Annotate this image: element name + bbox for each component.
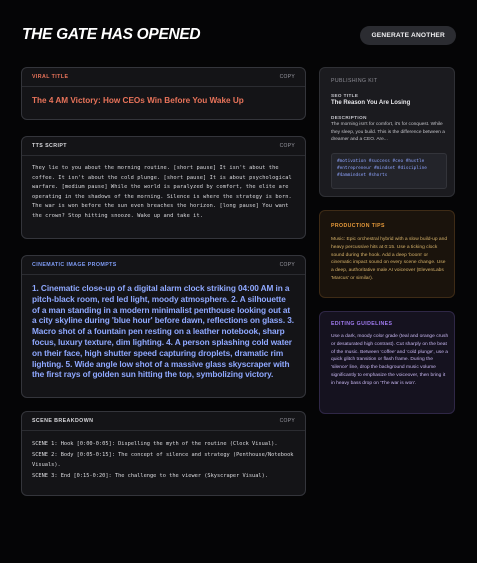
list-item: SCENE 2: Body [0:05-0:15]: The concept of silence and strategy (Penthouse/Notebook Visuals). [32,451,294,468]
editing-guidelines-text: Use a dark, moody color grade (teal and orange crush or desaturated high contrast). Cut sharply on the beat of the music. Between 'coffee' and 'cold plunge', use a quick glitch transition or flash frame. During the 'silence' line, drop the background music volume significantly to emphasize the voiceover, then bring it in heavy bass drop on 'The war is won'. [331,334,449,386]
card-header [22,412,305,431]
viral-title-card [21,67,306,120]
seo-title-value: The Reason You Are Losing [331,100,411,106]
publishing-kit-title: PUBLISHING KIT [331,78,378,84]
card-header [22,68,305,87]
cinematic-prompts-card [21,255,306,398]
list-item: SCENE 1: Hook [0:00-0:05]: Dispelling the myth of the routine (Clock Visual). [32,441,278,447]
scene-list [32,439,295,481]
generate-another-button[interactable]: GENERATE ANOTHER [360,26,456,45]
production-tips-text: Music: Epic orchestral hybrid with a slow build-up and heavy percussive hits at 0:15. Use a ticking clock sound during the hook. Add a deep 'boom' or cinematic impact sound on every scene change. Use a deep, authoritative male AI voiceover (ElevenLabs 'Marcus' or similar). [331,237,448,281]
viral-title-label: VIRAL TITLE [32,74,69,80]
card-header [22,137,305,156]
page-title: THE GATE HAS OPENED [22,26,201,43]
seo-title-label: SEO TITLE [331,93,359,98]
editing-guidelines-label: EDITING GUIDELINES [331,321,393,327]
copy-viral-title-button[interactable]: COPY [279,74,295,80]
cinematic-prompts-label: CINEMATIC IMAGE PROMPTS [32,262,117,268]
production-tips-card [319,210,455,298]
scene-breakdown-label: SCENE BREAKDOWN [32,418,94,424]
description-text: The morning isn't for comfort, it's for conquest. While they sleep, you build. This is the difference between a dreamer and a CEO. Are... [331,122,445,143]
scene-breakdown-card [21,411,306,496]
cinematic-prompts-text: 1. Cinematic close-up of a digital alarm clock striking 04:00 AM in a pitch-black room, red led light, moody atmosphere. 2. A silhouette of a man standing in a modern minimalist penthouse looking out at a city skyline during 'blue hour' before dawn, reflections on glass. 3. Macro shot of a fountain pen resting on a leather notebook, sharp focus, luxury texture, dim lighting. 4. A person splashing cold water on their face, high shutter speed capturing droplets, dramatic rim lighting. 5. Wide angle low shot of a massive glass skyscraper with the first rays of golden sun hitting the top, symbolizing victory. [32,283,294,380]
publishing-kit-card [319,67,455,197]
list-item: SCENE 3: End [0:15-0:20]: The challenge to the viewer (Skyscraper Visual). [32,472,268,479]
viral-title-text: The 4 AM Victory: How CEOs Win Before You Wake Up [32,96,244,105]
tts-script-label: TTS SCRIPT [32,143,67,149]
copy-tts-script-button[interactable]: COPY [279,143,295,149]
description-label: DESCRIPTION [331,115,367,120]
tts-script-text: They lie to you about the morning routine. [short pause] It isn't about the coffee. It isn't about the cold plunge. [short pause] It is about psychological warfare. [medium pause] While the world is paralyzed by comfort, the elite are operating in the shadows of the morning. Silence is where the strategy is born. The war is won before the sun even breaches the horizon. [long pause] You want the crown? Stop hitting snooze. Wake up and take it. [32,165,292,219]
tts-script-card [21,136,306,239]
copy-cinematic-prompts-button[interactable]: COPY [279,262,295,268]
tags-box[interactable]: #motivation #success #ceo #hustle #entrepreneur #mindset #discipline #4ammindset #shorts [331,153,447,189]
editing-guidelines-card [319,311,455,414]
production-tips-label: PRODUCTION TIPS [331,223,385,229]
card-header [22,256,305,275]
copy-scene-breakdown-button[interactable]: COPY [279,418,295,424]
header [22,26,456,46]
